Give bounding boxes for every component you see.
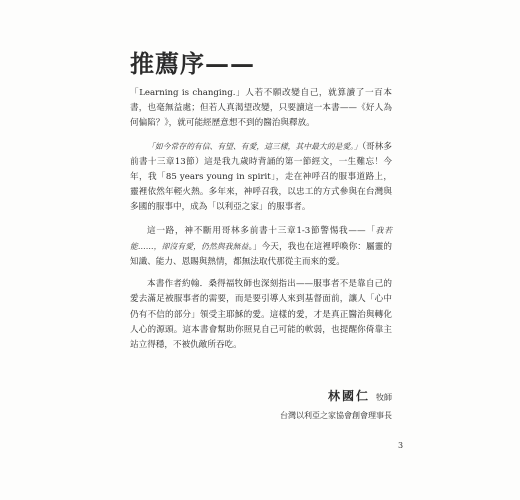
scripture-quote: 我若能……，卻沒有愛，仍然與我無益 xyxy=(130,225,393,251)
signature-block xyxy=(130,387,392,421)
paragraph-2 xyxy=(130,139,392,216)
paragraph-3 xyxy=(130,223,392,271)
author-title: 牧師 xyxy=(376,393,392,402)
preface-heading: 推薦序—— xyxy=(130,49,255,78)
paragraph-1 xyxy=(130,86,392,132)
text-run: 「Learning is changing.」人若不願改變自己，就算讀了一百本書，也毫無益處；但若人真渴望改變，只要讀這一本書——《好人為何偏陷？》，就可能經歷意想不到的醫治與釋放。 xyxy=(130,88,392,129)
author-name-line xyxy=(130,387,392,404)
preface-body xyxy=(130,86,392,360)
page-number: 3 xyxy=(398,441,404,450)
paragraph-4 xyxy=(130,277,392,353)
author-role: 台灣以利亞之家協會創會理事長 xyxy=(280,411,392,420)
text-run: 這一路，神不斷用哥林多前書十三章1-3節警惕我——「 xyxy=(147,225,376,236)
text-run: （哥林多前書十三章13節）這是我九歲時背誦的第一節經文，一生難忘！今年，我「85 years young in spirit」，走在神呼召的服事道路上，靈裡依然年輕火熱。多年來，神呼召我，以忠工的方式參與在台灣與多國的服事中，成為「以利亞之家」的服事者。 xyxy=(130,141,392,213)
text-run: 本書作者約翰．桑得福牧師也深刻指出——服事者不是靠自己的愛去滿足被服事者的需要，而是要引導人來到基督面前，讓人「心中仍有不信的部分」領受主耶穌的愛。這樣的愛，才是真正醫治與轉化人心的源頭。這本書會幫助你照見自己可能的軟弱，也提醒你倚靠主站立得穩，不被仇敵所吞吃。 xyxy=(130,279,392,351)
author-name: 林國仁 xyxy=(327,389,370,403)
scripture-quote: 「如今常存的有信、有望、有愛，這三樣，其中最大的是愛。」 xyxy=(147,141,362,151)
text-run: 。」今天，我也在這裡呼喚你：屬靈的知識、能力、恩賜與熱情，都無法取代那從主而來的愛。 xyxy=(130,241,392,268)
